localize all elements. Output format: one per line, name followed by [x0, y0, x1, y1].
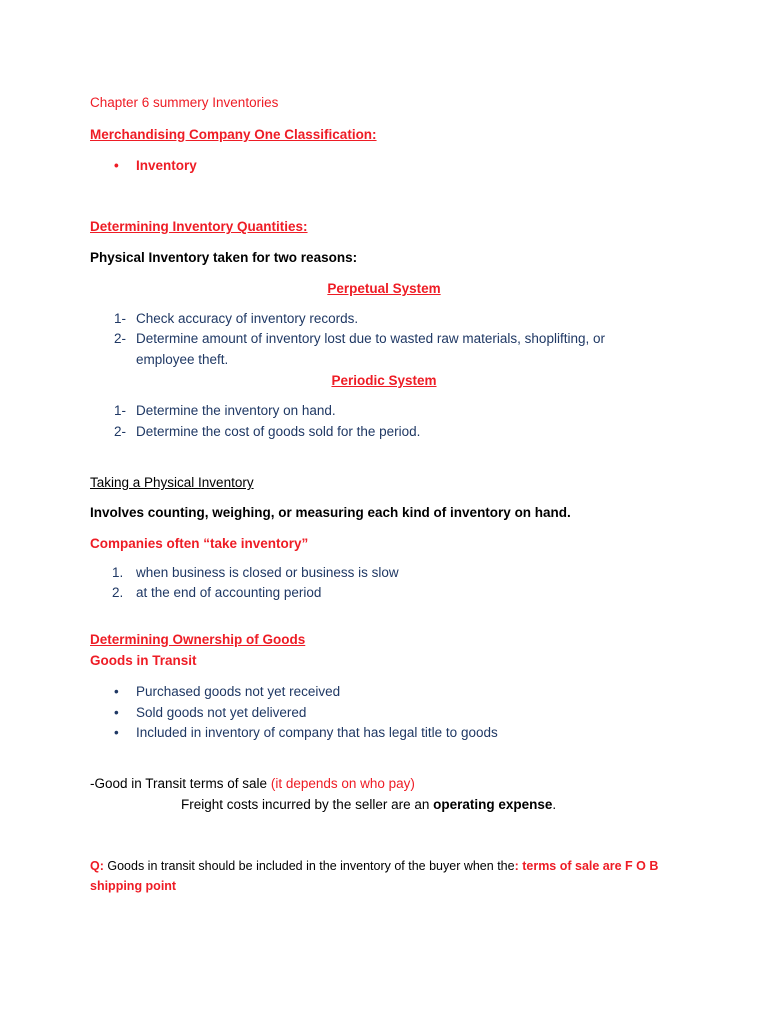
transit-paren: (it depends on who pay) — [270, 776, 415, 791]
taking-item: at the end of accounting period — [136, 585, 322, 600]
determining-heading: Determining Inventory Quantities: — [90, 219, 308, 234]
freight-line — [181, 796, 556, 814]
companies-heading: Companies often “take inventory” — [90, 536, 309, 551]
list-number: 2- — [114, 331, 127, 346]
taking-description: Involves counting, weighing, or measuring each kind of inventory on hand. — [90, 505, 571, 520]
transit-lead: -Good in Transit terms of sale — [90, 776, 271, 791]
ownership-heading: Determining Ownership of Goods — [90, 632, 306, 647]
list-number: 1. — [112, 565, 124, 580]
taking-item: when business is closed or business is slow — [136, 565, 399, 580]
chapter-title: Chapter 6 summery Inventories — [90, 95, 279, 110]
perpetual-item: Check accuracy of inventory records. — [136, 311, 359, 326]
list-number: 2- — [114, 424, 127, 439]
list-number: 1- — [114, 403, 127, 418]
ownership-item: Purchased goods not yet received — [136, 684, 341, 699]
freight-pre: Freight costs incurred by the seller are an — [181, 797, 434, 812]
merch-heading: Merchandising Company One Classification: — [90, 127, 377, 142]
bullet-icon: • — [114, 158, 119, 173]
ownership-item: Included in inventory of company that has legal title to goods — [136, 725, 498, 740]
periodic-heading: Periodic System — [331, 373, 437, 388]
taking-heading: Taking a Physical Inventory — [90, 475, 254, 490]
perpetual-item-continued: employee theft. — [136, 352, 229, 367]
question-line — [90, 857, 658, 875]
bullet-icon: • — [114, 705, 119, 720]
ownership-subheading: Goods in Transit — [90, 653, 197, 668]
perpetual-item: Determine amount of inventory lost due to wasted raw materials, shoplifting, or — [136, 331, 605, 346]
transit-line — [90, 775, 415, 793]
perpetual-heading: Perpetual System — [327, 281, 441, 296]
determining-intro: Physical Inventory taken for two reasons: — [90, 250, 358, 265]
question-answer: : terms of sale are F O B — [514, 859, 659, 873]
freight-bold: operating expense — [433, 797, 553, 812]
bullet-icon: • — [114, 684, 119, 699]
bullet-icon: • — [114, 725, 119, 740]
freight-post: . — [552, 797, 557, 812]
list-number: 2. — [112, 585, 124, 600]
periodic-item: Determine the cost of goods sold for the period. — [136, 424, 421, 439]
question-answer-continued: shipping point — [90, 879, 177, 893]
merch-item: Inventory — [136, 158, 197, 173]
question-text: Goods in transit should be included in the inventory of the buyer when the — [103, 859, 515, 873]
ownership-item: Sold goods not yet delivered — [136, 705, 307, 720]
periodic-item: Determine the inventory on hand. — [136, 403, 336, 418]
list-number: 1- — [114, 311, 127, 326]
question-label: Q: — [90, 859, 104, 873]
